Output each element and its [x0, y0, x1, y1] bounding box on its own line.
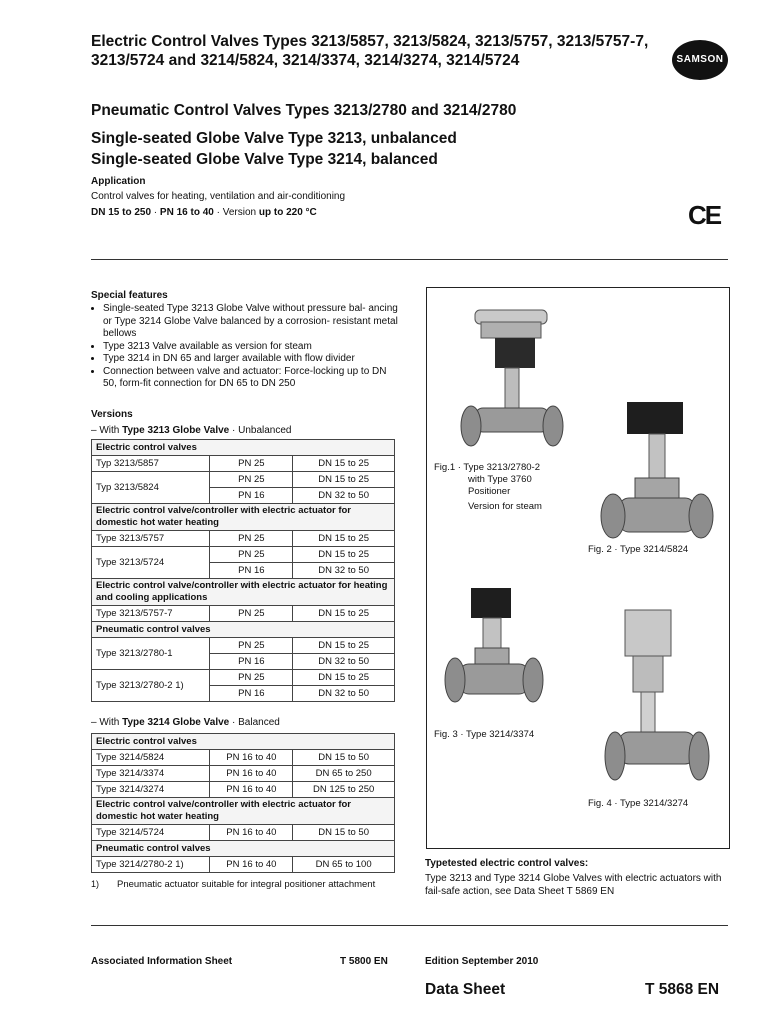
subtitle-pneumatic: Pneumatic Control Valves Types 3213/2780 and 3214/2780	[91, 102, 517, 119]
cell-dn: DN 32 to 50	[293, 563, 395, 579]
cell-type: Type 3214/3274	[92, 782, 210, 798]
cell-pn: PN 25	[210, 456, 293, 472]
cell-pn: PN 25	[210, 638, 293, 654]
v3213-prefix: – With	[91, 425, 123, 436]
cell-dn: DN 15 to 25	[293, 638, 395, 654]
table-row	[92, 456, 395, 472]
spec-temp: up to 220 °C	[258, 207, 317, 218]
cell-pn: PN 16	[210, 654, 293, 670]
v3214-suffix: · Balanced	[229, 717, 280, 728]
cell-dn: DN 125 to 250	[293, 782, 395, 798]
table-row	[92, 825, 395, 841]
cell-dn: DN 15 to 50	[293, 825, 395, 841]
application-text: Control valves for heating, ventilation and air-conditioning	[91, 191, 346, 202]
cell-dn: DN 15 to 25	[293, 547, 395, 563]
cell-pn: PN 16	[210, 488, 293, 504]
fig3-caption: Fig. 3 · Type 3214/3374	[434, 729, 535, 740]
spec-sep2: · Version	[213, 207, 259, 218]
versions-3213-line	[91, 424, 292, 437]
features-list	[91, 303, 401, 391]
cell-type: Type 3213/5724	[92, 547, 210, 579]
edition: Edition September 2010	[425, 956, 539, 967]
table-3214	[91, 733, 395, 873]
table-row	[92, 606, 395, 622]
cell-pn: PN 25	[210, 606, 293, 622]
assoc-info-label: Associated Information Sheet	[91, 956, 233, 967]
table-row	[92, 670, 395, 686]
cell-pn: PN 16	[210, 563, 293, 579]
table-row	[92, 547, 395, 563]
cell-dn: DN 32 to 50	[293, 488, 395, 504]
samson-logo: SAMSON	[672, 40, 728, 80]
table-row	[92, 750, 395, 766]
feature-item: • Type 3213 Valve available as version for steam	[103, 341, 401, 354]
subtitle-3214: Single-seated Globe Valve Type 3214, balanced	[91, 151, 438, 168]
cell-type: Type 3214/5724	[92, 825, 210, 841]
cell-type: Typ 3213/5824	[92, 472, 210, 504]
fig4-caption: Fig. 4 · Type 3214/3274	[588, 798, 689, 809]
table-row	[92, 857, 395, 873]
assoc-info-value: T 5800 EN	[340, 956, 388, 967]
cell-dn: DN 15 to 25	[293, 606, 395, 622]
cell-pn: PN 25	[210, 670, 293, 686]
features-heading: Special features	[91, 290, 168, 301]
subtitle-3213: Single-seated Globe Valve Type 3213, unbalanced	[91, 130, 457, 147]
cell-dn: DN 15 to 25	[293, 531, 395, 547]
cell-pn: PN 16 to 40	[210, 825, 293, 841]
cell-type: Type 3213/5757-7	[92, 606, 210, 622]
table-section: Electric control valve/controller with electric actuator for domestic hot water heating	[92, 798, 395, 825]
divider-bottom	[91, 925, 728, 926]
cell-pn: PN 16 to 40	[210, 782, 293, 798]
cell-type: Type 3213/2780-2 1)	[92, 670, 210, 702]
table-section: Electric control valve/controller with electric actuator for domestic hot water heating	[92, 504, 395, 531]
v3214-bold: Type 3214 Globe Valve	[122, 717, 230, 728]
cell-type: Type 3213/5757	[92, 531, 210, 547]
fig1-caption-line3: Positioner	[468, 486, 511, 497]
doc-type: Data Sheet	[425, 981, 506, 998]
versions-3214-line	[91, 716, 280, 729]
v3214-prefix: – With	[91, 717, 123, 728]
cell-pn: PN 16 to 40	[210, 750, 293, 766]
typetested-heading: Typetested electric control valves:	[425, 858, 589, 869]
table-row	[92, 531, 395, 547]
cell-pn: PN 16 to 40	[210, 766, 293, 782]
application-specs	[91, 206, 317, 219]
feature-item: • Connection between valve and actuator: Force-locking up to DN 50, form-fit connection for DN 65 to DN 250	[103, 366, 401, 391]
cell-pn: PN 25	[210, 531, 293, 547]
cell-pn: PN 25	[210, 472, 293, 488]
cell-dn: DN 32 to 50	[293, 654, 395, 670]
cell-dn: DN 15 to 25	[293, 456, 395, 472]
cell-type: Type 3213/2780-1	[92, 638, 210, 670]
spec-sep1: ·	[151, 207, 160, 218]
table-section: Pneumatic control valves	[92, 841, 395, 857]
cell-dn: DN 15 to 25	[293, 472, 395, 488]
feature-item: • Type 3214 in DN 65 and larger available with flow divider	[103, 353, 401, 366]
ce-mark: CE	[688, 200, 721, 230]
footnote-text: Pneumatic actuator suitable for integral positioner attachment	[117, 879, 376, 890]
spec-dn: DN 15 to 250	[91, 207, 152, 218]
cell-type: Type 3214/2780-2 1)	[92, 857, 210, 873]
application-heading: Application	[91, 176, 146, 187]
fig2-caption: Fig. 2 · Type 3214/5824	[588, 544, 689, 555]
typetested-text: Type 3213 and Type 3214 Globe Valves with electric actuators with fail-safe action, see Data Sheet T 5869 EN	[425, 873, 722, 897]
fig1-caption-line4: Version for steam	[468, 501, 542, 512]
v3213-bold: Type 3213 Globe Valve	[122, 425, 230, 436]
table-section: Pneumatic control valves	[92, 622, 395, 638]
cell-dn: DN 32 to 50	[293, 686, 395, 702]
cell-pn: PN 16	[210, 686, 293, 702]
cell-dn: DN 65 to 100	[293, 857, 395, 873]
cell-dn: DN 15 to 25	[293, 670, 395, 686]
cell-type: Typ 3213/5857	[92, 456, 210, 472]
table-section: Electric control valve/controller with electric actuator for heating and cooling applications	[92, 579, 395, 606]
table-section: Electric control valves	[92, 734, 395, 750]
table-row	[92, 782, 395, 798]
versions-heading: Versions	[91, 409, 133, 420]
valve-illustration-fig2	[597, 398, 717, 548]
v3213-suffix: · Unbalanced	[229, 425, 292, 436]
valve-illustration-fig3	[441, 586, 551, 726]
cell-type: Type 3214/5824	[92, 750, 210, 766]
valve-illustration-fig1	[455, 302, 565, 462]
table-3213	[91, 439, 395, 702]
table-row	[92, 638, 395, 654]
feature-item: • Single-seated Type 3213 Globe Valve without pressure bal- ancing or Type 3214 Globe Valve balanced by a corrosion- resistant metal bellows	[103, 303, 401, 341]
fig1-caption-line2: with Type 3760	[468, 474, 532, 485]
table-row	[92, 766, 395, 782]
spec-pn: PN 16 to 40	[159, 207, 214, 218]
cell-dn: DN 15 to 50	[293, 750, 395, 766]
doc-number: T 5868 EN	[645, 981, 720, 998]
fig1-caption-line1: Fig.1 · Type 3213/2780-2	[434, 462, 540, 473]
table-row	[92, 472, 395, 488]
divider-top	[91, 259, 728, 260]
cell-type: Type 3214/3374	[92, 766, 210, 782]
document-title: Electric Control Valves Types 3213/5857, 3213/5824, 3213/5757, 3213/5757-7, 3213/5724 and 3214/5824, 3214/3374, 3214/3274, 3214/5724	[91, 33, 649, 69]
valve-illustration-fig4	[603, 606, 713, 796]
cell-pn: PN 16 to 40	[210, 857, 293, 873]
cell-pn: PN 25	[210, 547, 293, 563]
cell-dn: DN 65 to 250	[293, 766, 395, 782]
figures-box	[426, 287, 730, 849]
footnote-mark: 1)	[91, 879, 100, 889]
table-section: Electric control valves	[92, 440, 395, 456]
